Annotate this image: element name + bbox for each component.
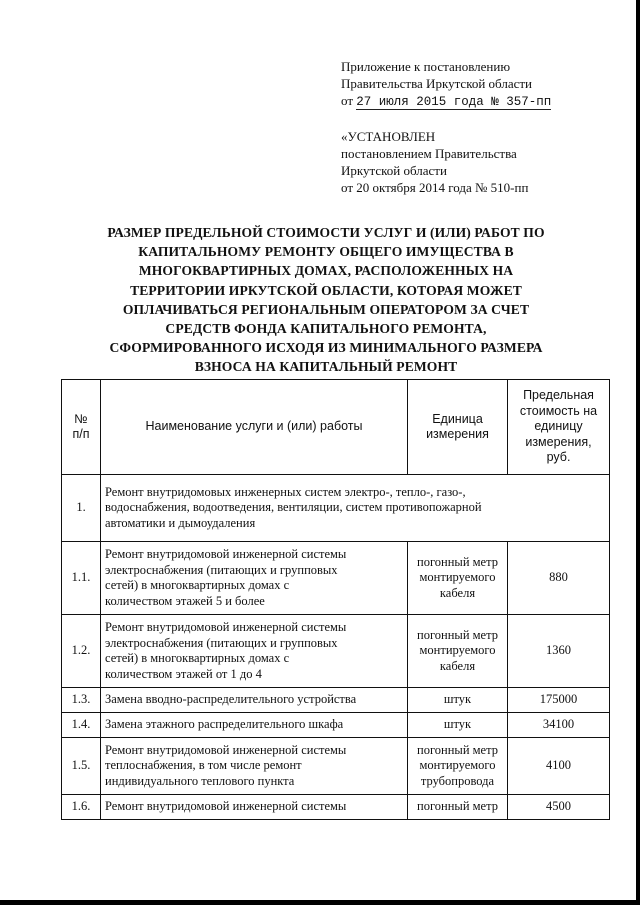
row-unit-line: погонный метр [417,554,498,569]
title-line: СФОРМИРОВАННОГО ИСХОДЯ ИЗ МИНИМАЛЬНОГО РАЗМЕРА [109,340,543,356]
row-unit-line: кабеля [439,585,476,600]
header-number [62,380,101,475]
row-unit [408,615,508,688]
row-name-line: Ремонт внутридомовой инженерной системы [105,620,347,634]
table-header-row [62,380,610,475]
row-number: 1.5. [62,738,101,795]
row-unit-line: монтируемого [419,570,496,585]
row-name-line: теплоснабжения, в том числе ремонт [105,758,302,773]
header-number-line-1: № [74,411,88,426]
row-price: 880 [508,542,610,615]
row-unit [408,738,508,795]
section-title [101,475,610,542]
table-row [62,713,610,738]
title-line: ОПЛАЧИВАТЬСЯ РЕГИОНАЛЬНЫМ ОПЕРАТОРОМ ЗА СЧЕТ [122,301,530,317]
title-line: СРЕДСТВ ФОНДА КАПИТАЛЬНОГО РЕМОНТА, [165,321,487,337]
table-row [62,795,610,820]
row-name-line: Ремонт внутридомовой инженерной системы [105,742,347,757]
row-name-line: сетей) в многоквартирных домах с [105,578,290,592]
row-name: Замена вводно-распределительного устройства [101,688,408,713]
section-title-line-1: Ремонт внутридомовых инженерных систем электро-, тепло-, газо-, [105,484,466,499]
row-name-line: количеством этажей от 1 до 4 [105,666,262,681]
appendix-date-number: 27 июля 2015 года № 357-пп [356,95,552,109]
header-price-line-1: Предельная [523,388,594,403]
scan-edge-bottom [0,900,640,905]
scan-edge-right [636,0,640,905]
row-name-line: электроснабжения (питающих и групповых [105,635,338,650]
established-line-4: от 20 октября 2014 года № 510-пп [341,180,529,195]
row-unit-line: монтируемого [419,758,496,773]
header-price-line-3: единицу [534,419,583,434]
title-line: ВЗНОСА НА КАПИТАЛЬНЫЙ РЕМОНТ [194,359,458,375]
row-unit-line: трубопровода [420,773,495,788]
row-number: 1.6. [62,795,101,820]
row-price: 34100 [508,713,610,738]
appendix-date-prefix: от [341,93,354,108]
row-price: 175000 [508,688,610,713]
row-name-line: Ремонт внутридомовой инженерной системы [105,547,347,561]
header-unit-line-2: измерения [426,427,489,441]
appendix-line-2: Правительства Иркутской области [341,76,533,91]
header-number-line-2: п/п [72,427,90,441]
row-unit-line: кабеля [439,658,476,673]
row-name-line: сетей) в многоквартирных домах с [105,651,290,665]
row-price: 4100 [508,738,610,795]
header-unit-line-1: Единица [432,411,483,426]
row-name [101,542,408,615]
appendix-block [341,58,591,111]
header-price [508,380,610,475]
title-line: МНОГОКВАРТИРНЫХ ДОМАХ, РАСПОЛОЖЕННЫХ НА [138,263,514,279]
established-line-2: постановлением Правительства [341,146,517,161]
row-unit [408,542,508,615]
row-name-line: количеством этажей 5 и более [105,593,265,608]
header-price-line-4: измерения, [525,434,592,449]
row-name-line: электроснабжения (питающих и групповых [105,562,338,577]
row-unit-line: погонный метр [417,627,498,642]
section-title-line-2: водоснабжения, водоотведения, вентиляции, систем противопожарной [105,500,482,515]
established-line-1: «УСТАНОВЛЕН [341,129,436,144]
title-line: ТЕРРИТОРИИ ИРКУТСКОЙ ОБЛАСТИ, КОТОРАЯ МОЖЕТ [130,282,522,298]
table-row [62,688,610,713]
header-unit [408,380,508,475]
table-row [62,615,610,688]
row-number: 1.3. [62,688,101,713]
row-unit-line: монтируемого [419,643,496,658]
section-title-line-3: автоматики и дымоудаления [105,515,256,530]
price-table [61,379,610,820]
row-name: Замена этажного распределительного шкафа [101,713,408,738]
appendix-line-1: Приложение к постановлению [341,59,511,74]
row-unit: штук [408,688,508,713]
row-number: 1.1. [62,542,101,615]
row-price: 1360 [508,615,610,688]
row-name-line: индивидуального теплового пункта [105,773,295,788]
table-row [62,738,610,795]
established-block [341,128,591,196]
row-price: 4500 [508,795,610,820]
section-number: 1. [62,475,101,542]
header-name: Наименование услуги и (или) работы [101,380,408,475]
row-unit-line: погонный метр [417,742,498,757]
table-section-row [62,475,610,542]
row-number: 1.4. [62,713,101,738]
row-unit: погонный метр [408,795,508,820]
row-name [101,738,408,795]
row-number: 1.2. [62,615,101,688]
table-row [62,542,610,615]
row-name [101,615,408,688]
title-line: КАПИТАЛЬНОМУ РЕМОНТУ ОБЩЕГО ИМУЩЕСТВА В [138,244,514,260]
row-name: Ремонт внутридомовой инженерной системы [101,795,408,820]
header-price-line-5: руб. [546,450,571,465]
row-unit: штук [408,713,508,738]
appendix-line-3 [341,92,591,111]
established-line-3: Иркутской области [341,163,447,178]
header-price-line-2: стоимость на [519,403,598,418]
document-title [62,223,590,377]
title-line: РАЗМЕР ПРЕДЕЛЬНОЙ СТОИМОСТИ УСЛУГ И (ИЛИ) РАБОТ ПО [107,225,545,240]
